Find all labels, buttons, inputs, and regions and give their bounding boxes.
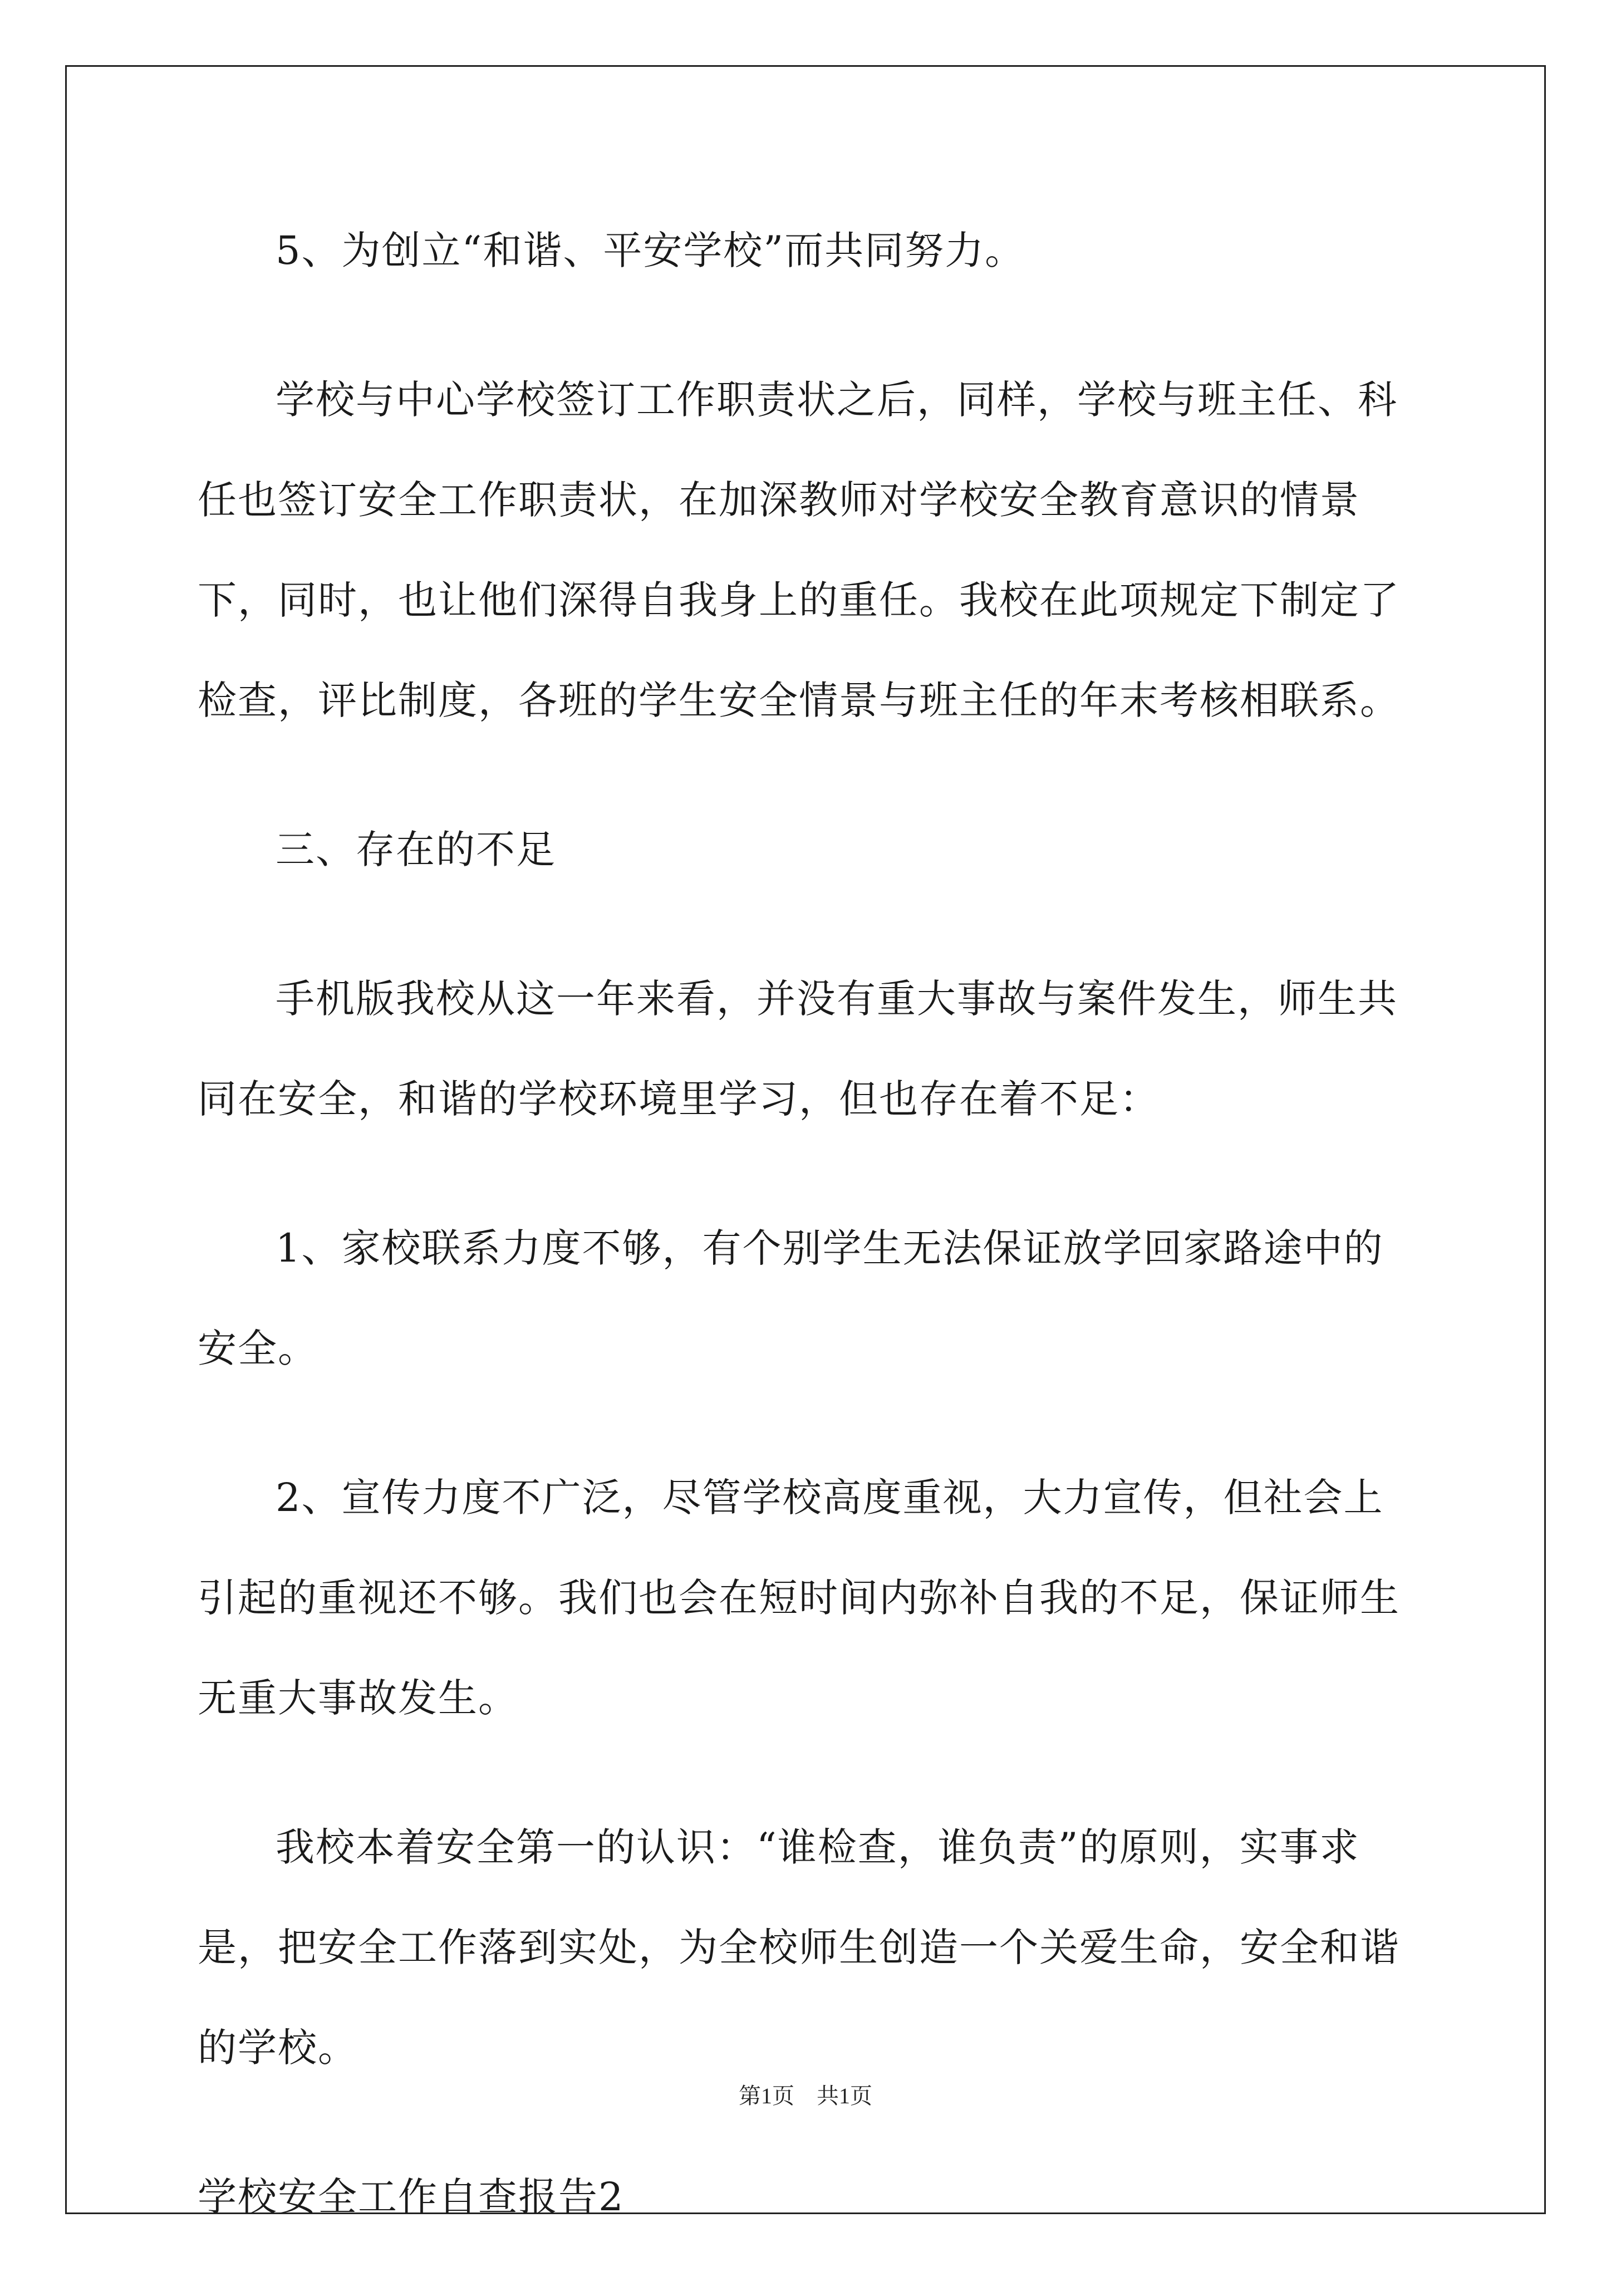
paragraph-item-5: 5、为创立“和谐、平安学校”而共同努力。 [276,228,1025,273]
paragraph-shortcoming-2: 2、宣传力度不广泛，尽管学校高度重视，大力宣传，但社会上引起的重视还不够。我们也会在短时间内弥补自我的不足，保证师生无重大事故发生。 [198,1475,1400,1721]
document-body [198,200,1417,2296]
page-number: 第1页 [739,2083,794,2108]
section-title: 学校安全工作自查报告2 [198,2174,625,2220]
page-footer [0,2079,1611,2113]
paragraph-shortcoming-1: 1、家校联系力度不够，有个别学生无法保证放学回家路途中的安全。 [198,1225,1384,1371]
paragraph-section-heading: 三、存在的不足 [276,827,556,872]
paragraph-conclusion: 我校本着安全第一的认识：“谁检查，谁负责”的原则，实事求是，把安全工作落到实处，为全校师生创造一个关爱生命，安全和谐的学校。 [198,1824,1400,2071]
paragraph-responsibility: 学校与中心学校签订工作职责状之后，同样，学校与班主任、科任也签订安全工作职责状，在加深教师对学校安全教育意识的情景下，同时，也让他们深得自我身上的重任。我校在此项规定下制定了检查，评比制度，各班的学生安全情景与班主任的年末考核相联系。 [198,377,1400,723]
page-total: 共1页 [817,2083,872,2108]
paragraph-shortcomings-intro: 手机版我校从这一年来看，并没有重大事故与案件发生，师生共同在安全，和谐的学校环境里学习，但也存在着不足： [198,976,1398,1122]
